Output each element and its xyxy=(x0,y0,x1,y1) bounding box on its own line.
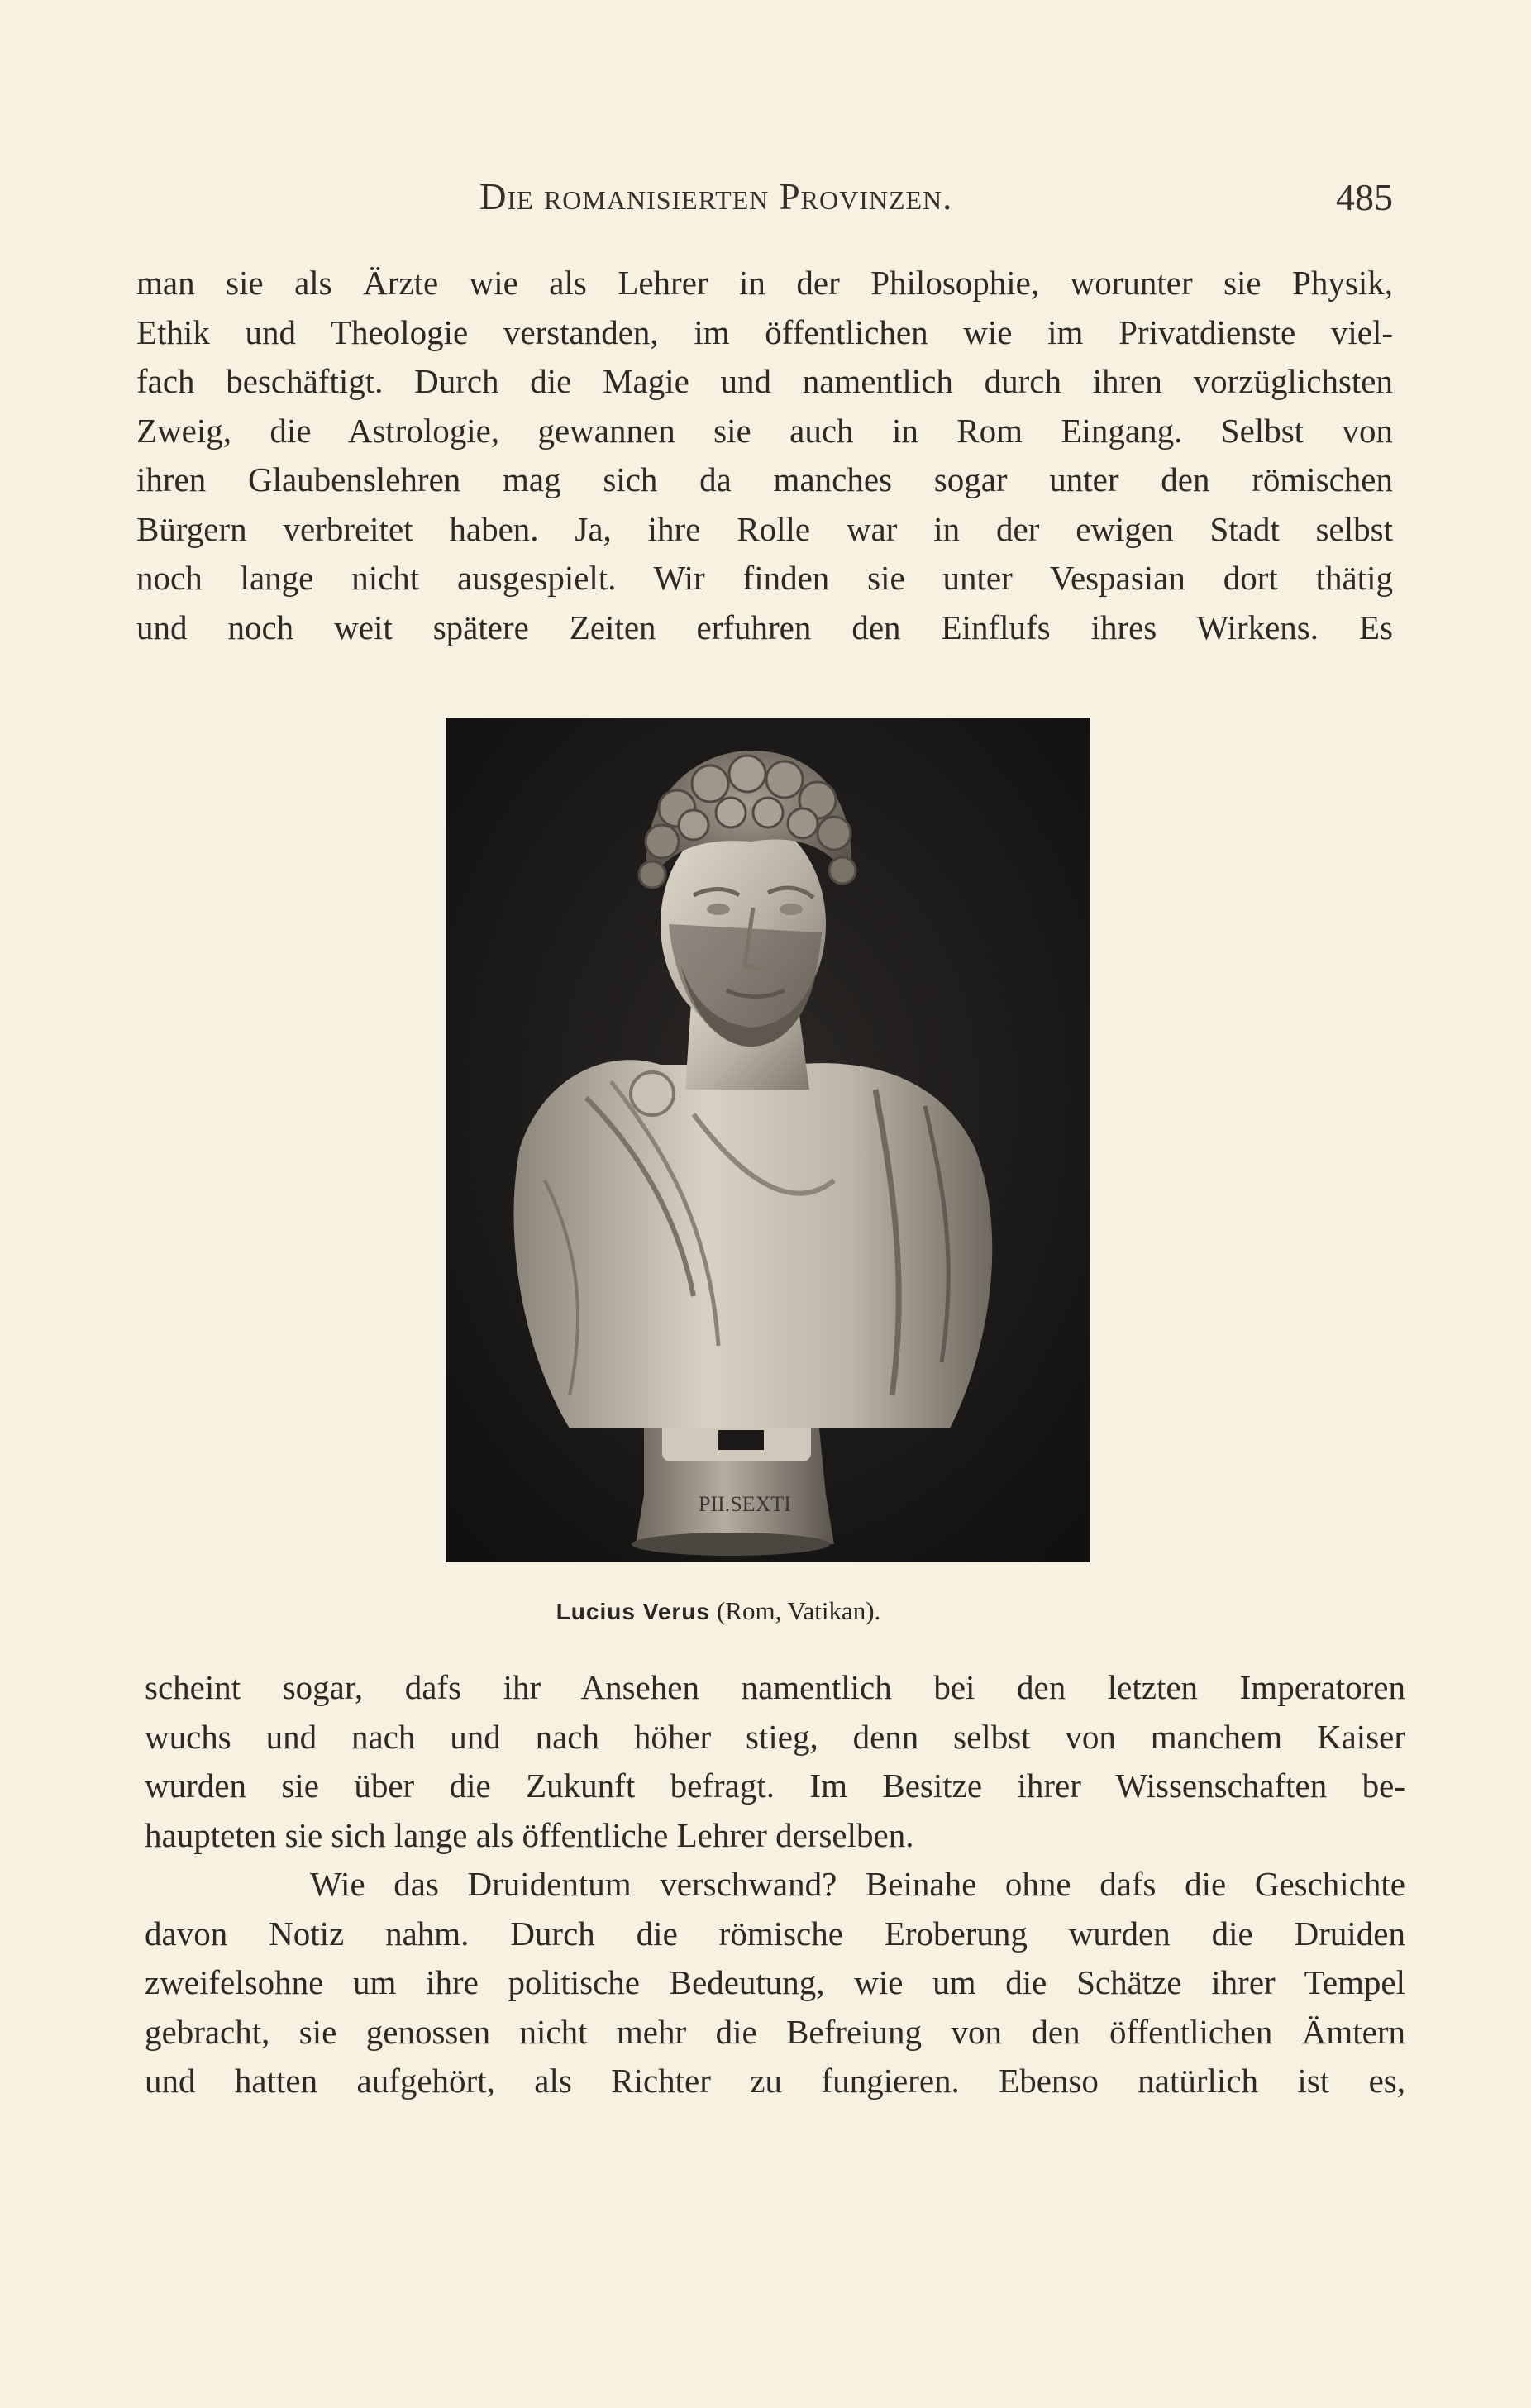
pedestal-inscription: PII.SEXTI xyxy=(699,1492,791,1516)
pedestal xyxy=(632,1412,834,1556)
text-line: Wie das Druidentum verschwand? Beinahe ohne dafs die Geschichte xyxy=(310,1865,1405,1903)
text-line: haupteten sie sich lange als öffentliche Lehrer derselben. xyxy=(145,1815,914,1854)
page-number: 485 xyxy=(1336,176,1393,218)
text-line: und hatten aufgehört, als Richter zu fungieren. Ebenso natürlich ist es, xyxy=(145,2062,1405,2100)
text-line: und noch weit spätere Zeiten erfuhren den Einflufs ihres Wirkens. Es xyxy=(136,608,1393,646)
caption-name: Lucius Verus xyxy=(556,1599,710,1624)
text-block-bottom xyxy=(145,1663,1405,2106)
text-line: Ethik und Theologie verstanden, im öffentlichen wie im Privatdienste viel- xyxy=(136,312,1393,351)
text-line: wuchs und nach und nach höher stieg, denn selbst von manchem Kaiser xyxy=(145,1717,1405,1756)
bust-drapery xyxy=(514,1060,993,1428)
text-line: Bürgern verbreitet haben. Ja, ihre Rolle war in der ewigen Stadt selbst xyxy=(136,509,1393,548)
text-line: fach beschäftigt. Durch die Magie und namentlich durch ihren vorzüglichsten xyxy=(136,362,1393,400)
text-line: davon Notiz nahm. Durch die römische Eroberung wurden die Druiden xyxy=(145,1914,1405,1953)
text-line: Zweig, die Astrologie, gewannen sie auch in Rom Eingang. Selbst von xyxy=(136,411,1393,450)
bust-illustration xyxy=(446,718,1090,1562)
caption-place: (Rom, Vatikan). xyxy=(716,1596,881,1625)
text-line: man sie als Ärzte wie als Lehrer in der Philosophie, worunter sie Physik, xyxy=(136,264,1393,302)
text-line: wurden sie über die Zukunft befragt. Im Besitze ihrer Wissenschaften be- xyxy=(145,1767,1405,1805)
text-line: noch lange nicht ausgespielt. Wir finden sie unter Vespasian dort thätig xyxy=(136,559,1393,597)
text-line: gebracht, sie genossen nicht mehr die Befreiung von den öffentlichen Ämtern xyxy=(145,2012,1405,2051)
figure-caption xyxy=(446,1595,991,1626)
text-block-top xyxy=(136,259,1393,652)
text-line: scheint sogar, dafs ihr Ansehen namentlich bei den letzten Imperatoren xyxy=(145,1668,1405,1706)
page-header xyxy=(145,175,1393,225)
text-line: ihren Glaubenslehren mag sich da manches sogar unter den römischen xyxy=(136,460,1393,498)
running-title: Die romanisierten Provinzen. xyxy=(479,176,953,217)
bust-figure xyxy=(446,718,1090,1562)
text-line: zweifelsohne um ihre politische Bedeutung, wie um die Schätze ihrer Tempel xyxy=(145,1963,1405,2001)
